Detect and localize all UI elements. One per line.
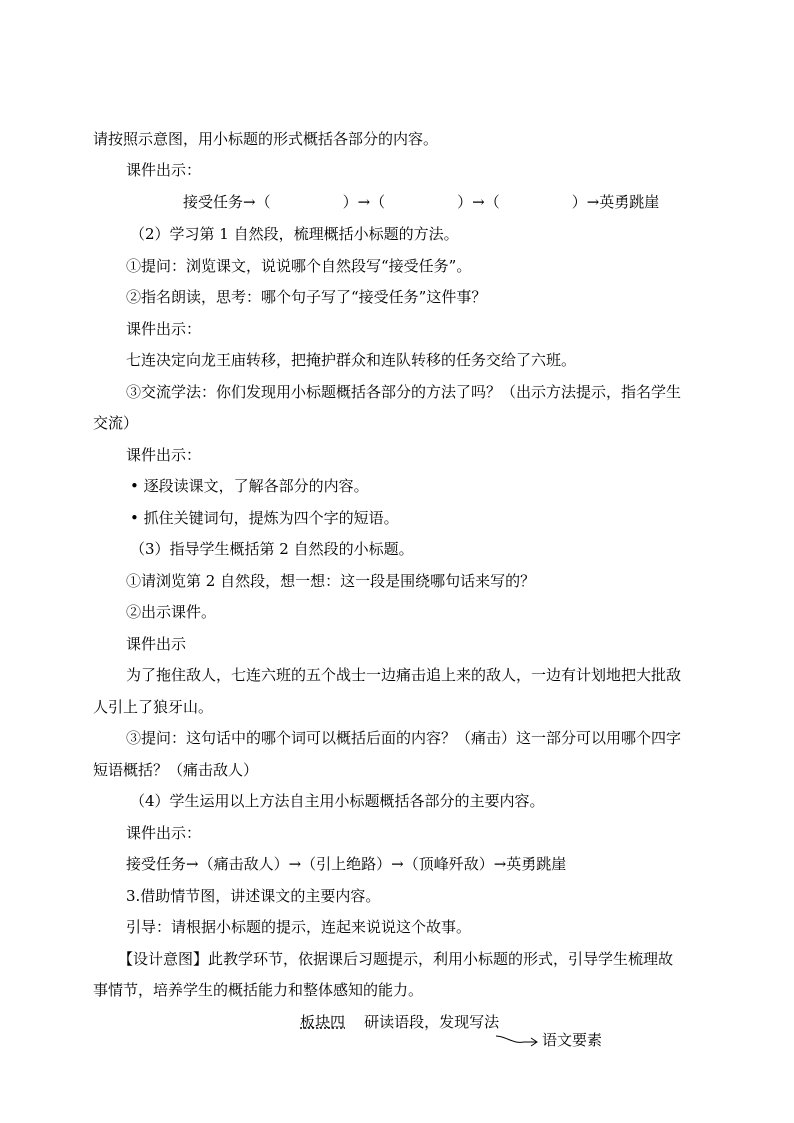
paragraph-line: ②出示课件。 xyxy=(126,603,217,621)
paragraph-line: 交流） xyxy=(93,414,139,432)
section-heading: 研读语段，发现写法 xyxy=(364,1013,500,1031)
paragraph-line: ③提问：这句话中的哪个词可以概括后面的内容？（痛击）这一部分可以用哪个四字 xyxy=(126,729,682,747)
flow-end: ）→英勇跳崖 xyxy=(571,193,660,211)
paragraph-line: 为了拖住敌人，七连六班的五个战士一边痛击追上来的敌人，一边有计划地把大批敌 xyxy=(126,666,682,684)
paragraph-line: ①请浏览第 2 自然段，想一想：这一段是围绕哪句话来写的？ xyxy=(126,572,536,590)
paragraph-line: ①提问：浏览课文，说说哪个自然段写“接受任务”。 xyxy=(126,257,472,275)
flow-diagram xyxy=(183,192,659,212)
design-intent: 【设计意图】此教学环节，依据课后习题提示，利用小标题的形式，引导学生梳理故 xyxy=(118,950,674,968)
paragraph-line: 课件出示： xyxy=(126,446,202,464)
bullet-item: • 逐段读课文，了解各部分的内容。 xyxy=(130,477,369,495)
flow-mid: ）→（ xyxy=(457,193,500,211)
section-title xyxy=(300,1012,499,1032)
annotation-label: 语文要素 xyxy=(542,1031,603,1049)
bullet-item: • 抓住关键词句，提炼为四个字的短语。 xyxy=(130,509,399,527)
paragraph-line: 人引上了狼牙山。 xyxy=(93,698,214,716)
paragraph-line: 3.借助情节图，讲述课文的主要内容。 xyxy=(126,887,381,905)
flow-start: 接受任务→（ xyxy=(183,193,271,211)
paragraph-line: 引导：请根据小标题的提示，连起来说说这个故事。 xyxy=(126,918,472,936)
paragraph-line: 七连决定向龙王庙转移，把掩护群众和连队转移的任务交给了六班。 xyxy=(126,351,577,369)
paragraph-line: ③交流学法：你们发现用小标题概括各部分的方法了吗？（出示方法提示，指名学生 xyxy=(126,383,682,401)
paragraph-line: 短语概括？（痛击敌人） xyxy=(93,761,259,779)
paragraph-line: 课件出示： xyxy=(126,161,202,179)
flow-answer: 接受任务→（痛击敌人）→（引上绝路）→（顶峰歼敌）→英勇跳崖 xyxy=(126,855,567,873)
curved-arrow-icon xyxy=(494,1030,540,1050)
paragraph-line: 事情节，培养学生的概括能力和整体感知的能力。 xyxy=(93,981,424,999)
section-gap xyxy=(350,1013,360,1031)
section-label: 板块四 xyxy=(300,1013,346,1031)
paragraph-line: 课件出示： xyxy=(126,320,202,338)
flow-mid: ）→（ xyxy=(342,193,386,211)
paragraph-line: 课件出示： xyxy=(126,824,202,842)
paragraph-line: （2）学习第 1 自然段，梳理概括小标题的方法。 xyxy=(130,225,459,243)
paragraph-line: ②指名朗读，思考：哪个句子写了“接受任务”这件事？ xyxy=(126,288,487,306)
paragraph-line: 请按照示意图，用小标题的形式概括各部分的内容。 xyxy=(93,130,439,148)
paragraph-line: 课件出示 xyxy=(126,635,187,653)
paragraph-line: （4）学生运用以上方法自主用小标题概括各部分的主要内容。 xyxy=(130,792,545,810)
paragraph-line: （3）指导学生概括第 2 自然段的小标题。 xyxy=(130,540,414,558)
